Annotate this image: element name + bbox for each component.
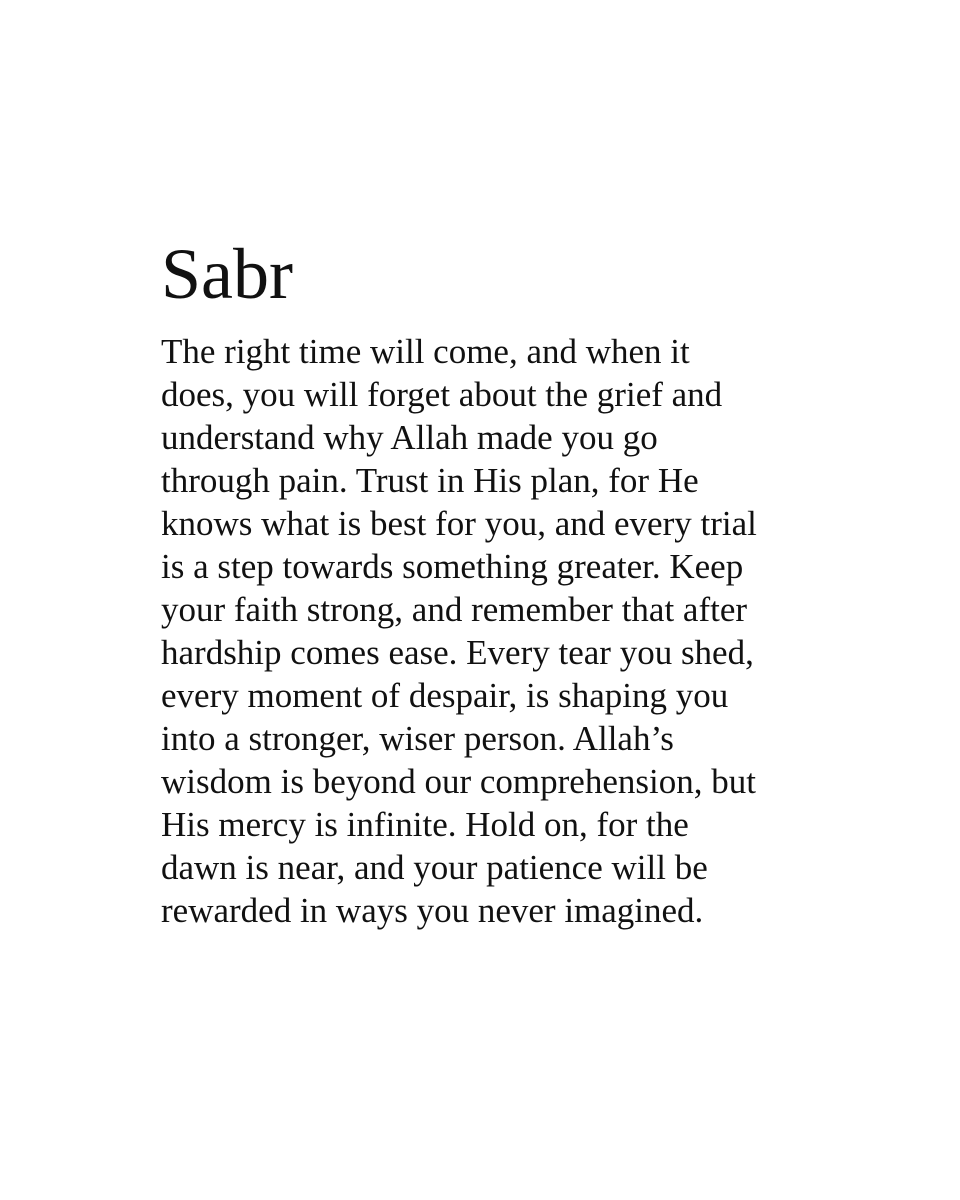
- paragraph-line: dawn is near, and your patience will be: [161, 848, 708, 887]
- paragraph-line: hardship comes ease. Every tear you shed,: [161, 633, 754, 672]
- paragraph-line: wisdom is beyond our comprehension, but: [161, 762, 756, 801]
- paragraph-line: your faith strong, and remember that after: [161, 590, 748, 629]
- paragraph-line: into a stronger, wiser person. Allah’s: [161, 719, 674, 758]
- paragraph-line: does, you will forget about the grief and: [161, 375, 723, 414]
- paragraph-line: understand why Allah made you go: [161, 418, 658, 457]
- paragraph-line: The right time will come, and when it: [161, 332, 690, 371]
- paragraph-line: His mercy is infinite. Hold on, for the: [161, 805, 689, 844]
- body-paragraph: [161, 330, 811, 932]
- paragraph-line: through pain. Trust in His plan, for He: [161, 461, 699, 500]
- document-page: [161, 232, 811, 932]
- paragraph-line: knows what is best for you, and every trial: [161, 504, 757, 543]
- paragraph-line: every moment of despair, is shaping you: [161, 676, 729, 715]
- page-title: Sabr: [161, 234, 293, 314]
- paragraph-line: is a step towards something greater. Keep: [161, 547, 744, 586]
- paragraph-line: rewarded in ways you never imagined.: [161, 891, 704, 930]
